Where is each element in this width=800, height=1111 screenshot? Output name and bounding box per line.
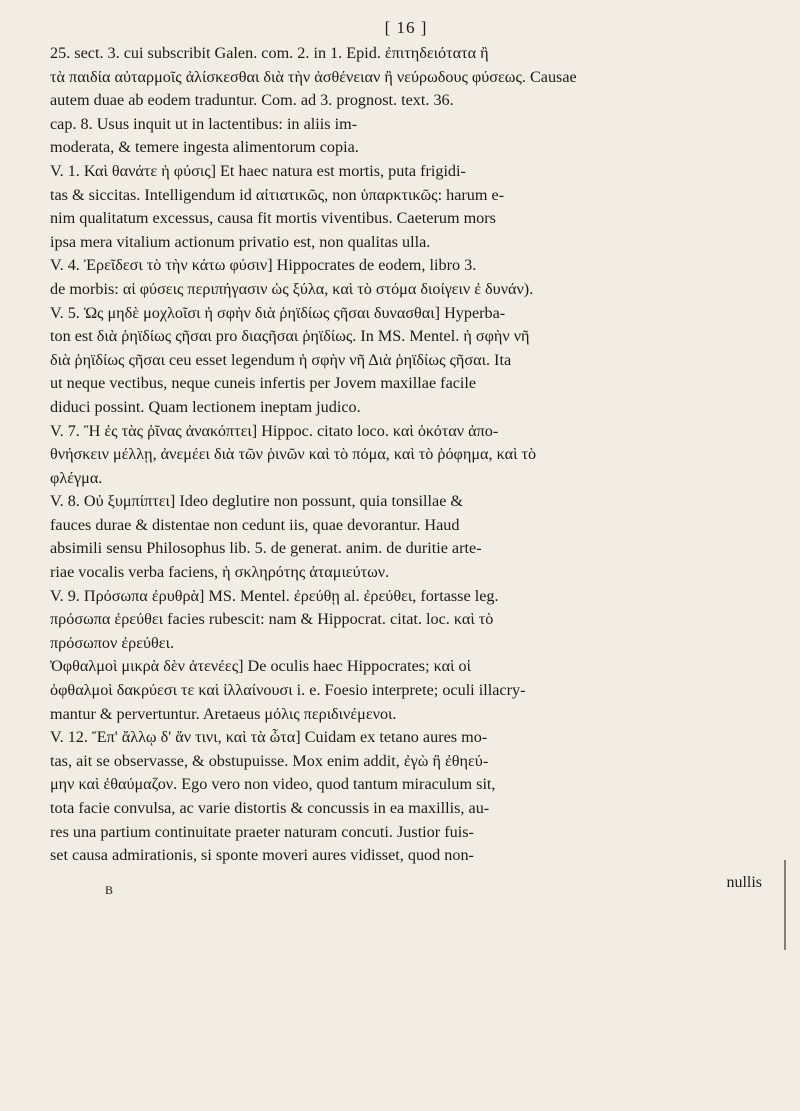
text-line: V. 4. Ἐρεῖδεσι τὸ τὴν κάτω φύσιν] Hippocrates de eodem, libro 3. [50,256,477,275]
text-line: tota facie convulsa, ac varie distortis & concussis in ea maxillis, au- [50,799,490,817]
text-line: V. 5. Ὡς μηδὲ μοχλοῖσι ἡ σφὴν διὰ ῥηϊδίως ςῆσαι δυνασθαι] Hyperba- [50,303,506,322]
text-line: ton est διὰ ῥηϊδίως ςῆσαι pro διαςῆσαι ῥηϊδίως. In MS. Mentel. ἡ σφὴν νῆ [50,327,530,346]
document-page [50,18,762,897]
catchword: nullis [726,873,762,891]
text-line: 25. sect. 3. cui subscribit Galen. com. 2. in 1. Epid. ἐπιτηδειότατα ἢ [50,44,489,62]
text-line: res una partium continuitate praeter naturam concuti. Justior fuis- [50,822,474,841]
text-line: τὰ παιδία αὐταρμοῖς ἀλίσκεσθαι διὰ τὴν ἀσθένειαν ἢ νεύρωδους φύσεως. Causae [50,67,577,86]
text-line: V. 12. Ἔπ' ἄλλῳ δ' ἄν τινι, καὶ τὰ ὦτα] Cuidam ex tetano aures mo- [50,728,488,747]
text-line: tas, ait se observasse, & obstupuisse. Mox enim addit, ἐγὼ ἢ ἐθηεύ- [50,751,489,770]
page-footer [50,868,762,897]
text-line: diduci possint. Quam lectionem ineptam judico. [50,397,361,416]
body-text [50,42,762,868]
text-line: V. 9. Πρόσωπα ἐρυθρὰ] MS. Mentel. ἐρεύθῃ al. ἐρεύθει, fortasse leg. [50,586,499,605]
signature-mark: B [105,882,114,897]
text-line: moderata, & temere ingesta alimentorum copia. [50,138,359,157]
text-line: ipsa mera vitalium actionum privatio est, non qualitas ulla. [50,232,431,251]
text-line: set causa admirationis, si sponte moveri aures vidisset, quod non- [50,846,474,865]
text-line: V. 1. Καὶ θανάτε ἡ φύσις] Et haec natura est mortis, puta frigidi- [50,161,466,180]
page-number: [ 16 ] [384,18,428,37]
text-line: nim qualitatum excessus, causa fit mortis viventibus. Caeterum mors [50,209,496,228]
text-line: Ὀφθαλμοὶ μικρὰ δὲν ἀτενέες] De oculis haec Hippocrates; καὶ οἱ [50,657,471,676]
text-line: tas & siccitas. Intelligendum id αἰτιατικῶς, non ὑπαρκτικῶς: harum e- [50,185,505,204]
text-line: de morbis: αἱ φύσεις περιπήγασιν ὡς ξύλα, καὶ τὸ στόμα διοίγειν ἐ δυνάν). [50,279,534,298]
text-line: mantur & pervertuntur. Aretaeus μόλις περιδινέμενοι. [50,704,397,723]
text-line: ὀφθαλμοὶ δακρύεσι τε καὶ ἰλλαίνουσι i. e. Foesio interprete; oculi illacry- [50,681,526,700]
text-line: μην καὶ ἐθαύμαζον. Ego vero non video, quod tantum miraculum sit, [50,775,496,794]
text-line: πρόσωπον ἐρεύθει. [50,633,174,652]
text-line: absimili sensu Philosophus lib. 5. de generat. anim. de duritie arte- [50,539,482,558]
text-line: fauces durae & distentae non cedunt iis, quae devorantur. Haud [50,515,460,534]
text-line: διὰ ῥηϊδίως ςῆσαι ceu esset legendum ἡ σφὴν νῆ Διὰ ῥηϊδίως ςῆσαι. Ita [50,350,512,369]
text-line: autem duae ab eodem traduntur. Com. ad 3. prognost. text. 36. [50,91,454,110]
text-line: V. 7. Ἢ ἐς τὰς ῥῖνας ἀνακόπτει] Hippoc. citato loco. καὶ ὁκόταν ἀπο- [50,421,499,440]
text-line: riae vocalis verba faciens, ἡ σκληρότης ἀταμιεύτων. [50,563,390,582]
text-line: cap. 8. Usus inquit ut in lactentibus: in aliis im- [50,114,358,133]
text-line: φλέγμα. [50,468,103,487]
text-line: θνήσκειν μέλλῃ, ἀνεμέει διὰ τῶν ῥινῶν καὶ τὸ πόμα, καὶ τὸ ῥόφημα, καὶ τὸ [50,445,537,464]
margin-rule [784,860,786,950]
text-line: πρόσωπα ἐρεύθει facies rubescit: nam & Hippocrat. citat. loc. καὶ τὸ [50,610,494,629]
text-line: ut neque vectibus, neque cuneis infertis per Jovem maxillae facile [50,374,477,393]
text-line: V. 8. Οὐ ξυμπίπτει] Ideo deglutire non possunt, quia tonsillae & [50,492,464,511]
